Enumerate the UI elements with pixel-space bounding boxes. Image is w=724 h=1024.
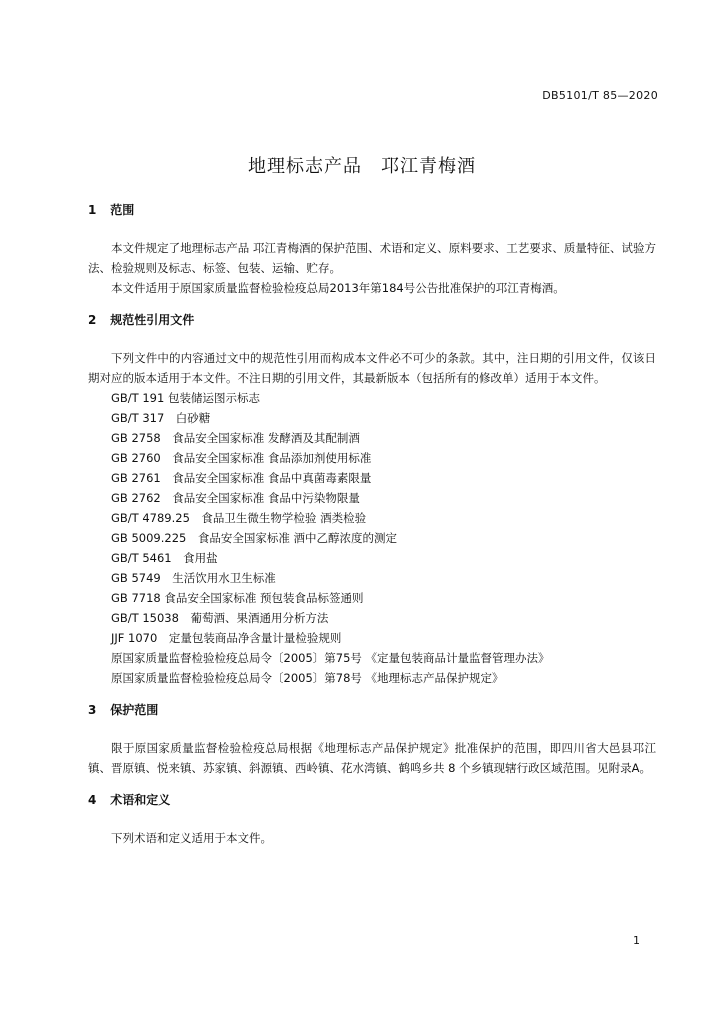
section-heading — [88, 200, 656, 220]
section-title: 术语和定义 — [110, 793, 171, 807]
paragraph: 下列术语和定义适用于本文件。 — [111, 831, 272, 845]
document-body — [88, 200, 656, 860]
reference-item: GB/T 4789.25 食品卫生微生物学检验 酒类检验 — [111, 511, 367, 525]
reference-item: GB 2758 食品安全国家标准 发酵酒及其配制酒 — [111, 431, 360, 445]
section-terms-definitions — [88, 790, 656, 848]
section-number: 2 — [88, 313, 97, 327]
reference-item: GB/T 317 白砂糖 — [111, 411, 211, 425]
reference-item: GB 2760 食品安全国家标准 食品添加剂使用标准 — [111, 451, 372, 465]
section-number: 4 — [88, 793, 97, 807]
document-code: DB5101/T 85—2020 — [542, 89, 658, 102]
reference-item: GB 5749 生活饮用水卫生标准 — [111, 571, 276, 585]
section-number: 1 — [88, 203, 97, 217]
section-number: 3 — [88, 703, 97, 717]
page-number: 1 — [633, 934, 640, 947]
reference-item: JJF 1070 定量包装商品净含量计量检验规则 — [111, 631, 342, 645]
reference-item: GB/T 5461 食用盐 — [111, 551, 218, 565]
section-scope — [88, 200, 656, 298]
paragraph: 限于原国家质量监督检验检疫总局根据《地理标志产品保护规定》批准保护的范围，即四川省大邑县邛江镇、晋原镇、悦来镇、苏家镇、斜源镇、西岭镇、花水湾镇、鹤鸣乡共 8 个乡镇现辖行政区域范围。见附录A。 — [88, 741, 656, 775]
reference-item: 原国家质量监督检验检疫总局令〔2005〕第75号 《定量包装商品计量监督管理办法》 — [111, 651, 550, 665]
reference-item: GB 2762 食品安全国家标准 食品中污染物限量 — [111, 491, 360, 505]
section-title: 范围 — [110, 203, 135, 217]
reference-item: GB 5009.225 食品安全国家标准 酒中乙醇浓度的测定 — [111, 531, 397, 545]
reference-list — [88, 388, 656, 688]
section-title: 规范性引用文件 — [110, 313, 195, 327]
reference-item: 原国家质量监督检验检疫总局令〔2005〕第78号 《地理标志产品保护规定》 — [111, 671, 504, 685]
section-heading — [88, 700, 656, 720]
reference-item: GB/T 15038 葡萄酒、果酒通用分析方法 — [111, 611, 329, 625]
section-heading — [88, 790, 656, 810]
reference-item: GB 2761 食品安全国家标准 食品中真菌毒素限量 — [111, 471, 372, 485]
section-normative-references — [88, 310, 656, 688]
paragraph: 下列文件中的内容通过文中的规范性引用而构成本文件必不可少的条款。其中，注日期的引用文件，仅该日期对应的版本适用于本文件。不注日期的引用文件，其最新版本（包括所有的修改单）适用于本文件。 — [88, 351, 656, 385]
reference-item: GB/T 191 包装储运图示标志 — [111, 391, 260, 405]
paragraph: 本文件规定了地理标志产品 邛江青梅酒的保护范围、术语和定义、原料要求、工艺要求、质量特征、试验方法、检验规则及标志、标签、包装、运输、贮存。 — [88, 241, 656, 275]
document-title: 地理标志产品 邛江青梅酒 — [248, 156, 476, 177]
section-protection-scope — [88, 700, 656, 778]
paragraph: 本文件适用于原国家质量监督检验检疫总局2013年第184号公告批准保护的邛江青梅酒。 — [111, 281, 565, 295]
section-title: 保护范围 — [110, 703, 159, 717]
reference-item: GB 7718 食品安全国家标准 预包装食品标签通则 — [111, 591, 364, 605]
section-heading — [88, 310, 656, 330]
